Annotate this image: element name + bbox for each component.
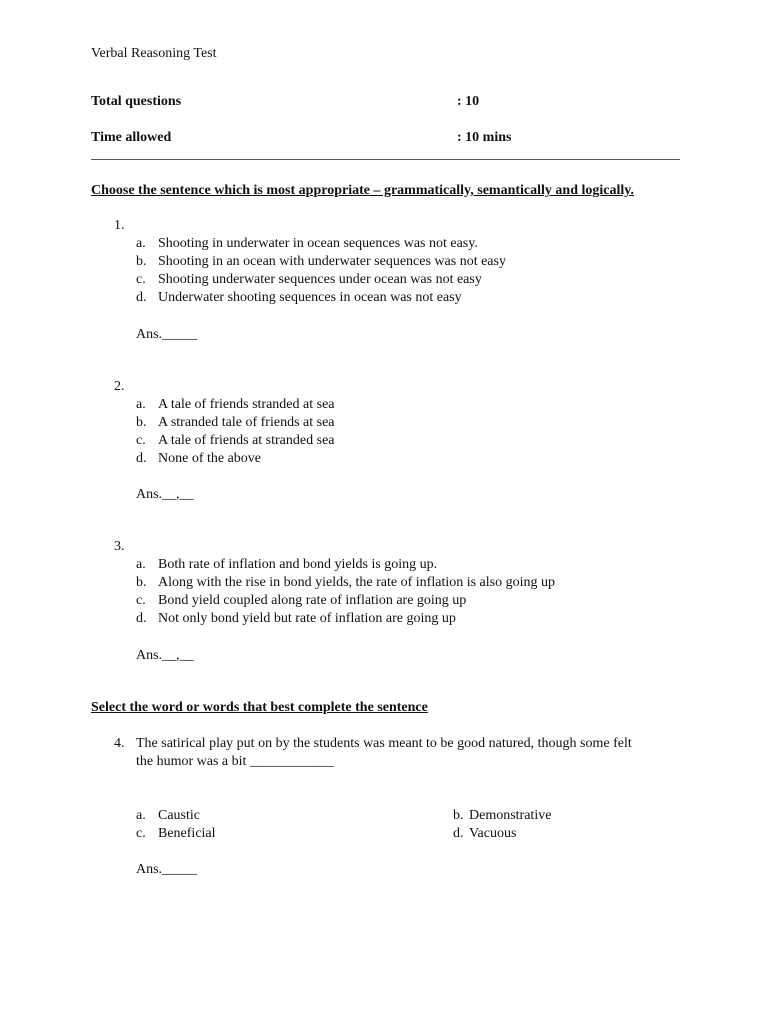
- option-letter: d.: [136, 611, 147, 626]
- option-text: A stranded tale of friends at sea: [158, 415, 335, 430]
- option-text: A tale of friends at stranded sea: [158, 433, 335, 448]
- header-divider: [91, 159, 680, 160]
- section-2-heading: Select the word or words that best complete the sentence: [91, 700, 428, 715]
- option-letter: c.: [136, 272, 146, 287]
- option-letter: d.: [136, 290, 147, 305]
- option-letter: a.: [136, 236, 146, 251]
- option-text: Both rate of inflation and bond yields is going up.: [158, 557, 438, 572]
- option-text: Shooting in an ocean with underwater sequences was not easy: [158, 254, 506, 269]
- option-letter: d.: [136, 451, 147, 466]
- section-1-heading: Choose the sentence which is most appropriate – grammatically, semantically and logically.: [91, 183, 634, 198]
- option-text: Demonstrative: [469, 808, 552, 823]
- option-letter: b.: [453, 808, 464, 823]
- option-text: Shooting in underwater in ocean sequences was not easy.: [158, 236, 478, 251]
- question-text-line-2: the humor was a bit ____________: [136, 754, 334, 769]
- question-number: 1.: [114, 218, 125, 233]
- answer-blank[interactable]: Ans.__,__: [136, 487, 194, 502]
- option-text: Not only bond yield but rate of inflation are going up: [158, 611, 456, 626]
- question-number: 3.: [114, 539, 125, 554]
- option-text: Along with the rise in bond yields, the rate of inflation is also going up: [158, 575, 555, 590]
- option-text: A tale of friends stranded at sea: [158, 397, 335, 412]
- option-text: Vacuous: [469, 826, 517, 841]
- option-letter: c.: [136, 826, 146, 841]
- total-questions-label: Total questions: [91, 94, 182, 109]
- option-letter: a.: [136, 557, 146, 572]
- answer-blank[interactable]: Ans._____: [136, 327, 198, 342]
- option-letter: a.: [136, 808, 146, 823]
- option-text: Shooting underwater sequences under ocean was not easy: [158, 272, 482, 287]
- question-text-line-1: The satirical play put on by the students was meant to be good natured, though some felt: [136, 736, 632, 751]
- option-text: Caustic: [158, 808, 200, 823]
- time-allowed-label: Time allowed: [91, 130, 172, 145]
- option-text: None of the above: [158, 451, 262, 466]
- option-text: Bond yield coupled along rate of inflation are going up: [158, 593, 467, 608]
- option-letter: d.: [453, 826, 464, 841]
- total-questions-value: : 10: [457, 94, 480, 109]
- option-text: Beneficial: [158, 826, 216, 841]
- answer-blank[interactable]: Ans.__,__: [136, 648, 194, 663]
- document-title: Verbal Reasoning Test: [91, 46, 217, 61]
- option-text: Underwater shooting sequences in ocean was not easy: [158, 290, 462, 305]
- option-letter: c.: [136, 593, 146, 608]
- option-letter: b.: [136, 254, 147, 269]
- option-letter: a.: [136, 397, 146, 412]
- option-letter: b.: [136, 415, 147, 430]
- answer-blank[interactable]: Ans._____: [136, 862, 198, 877]
- option-letter: c.: [136, 433, 146, 448]
- time-allowed-value: : 10 mins: [457, 130, 512, 145]
- question-number: 2.: [114, 379, 125, 394]
- question-number: 4.: [114, 736, 125, 751]
- option-letter: b.: [136, 575, 147, 590]
